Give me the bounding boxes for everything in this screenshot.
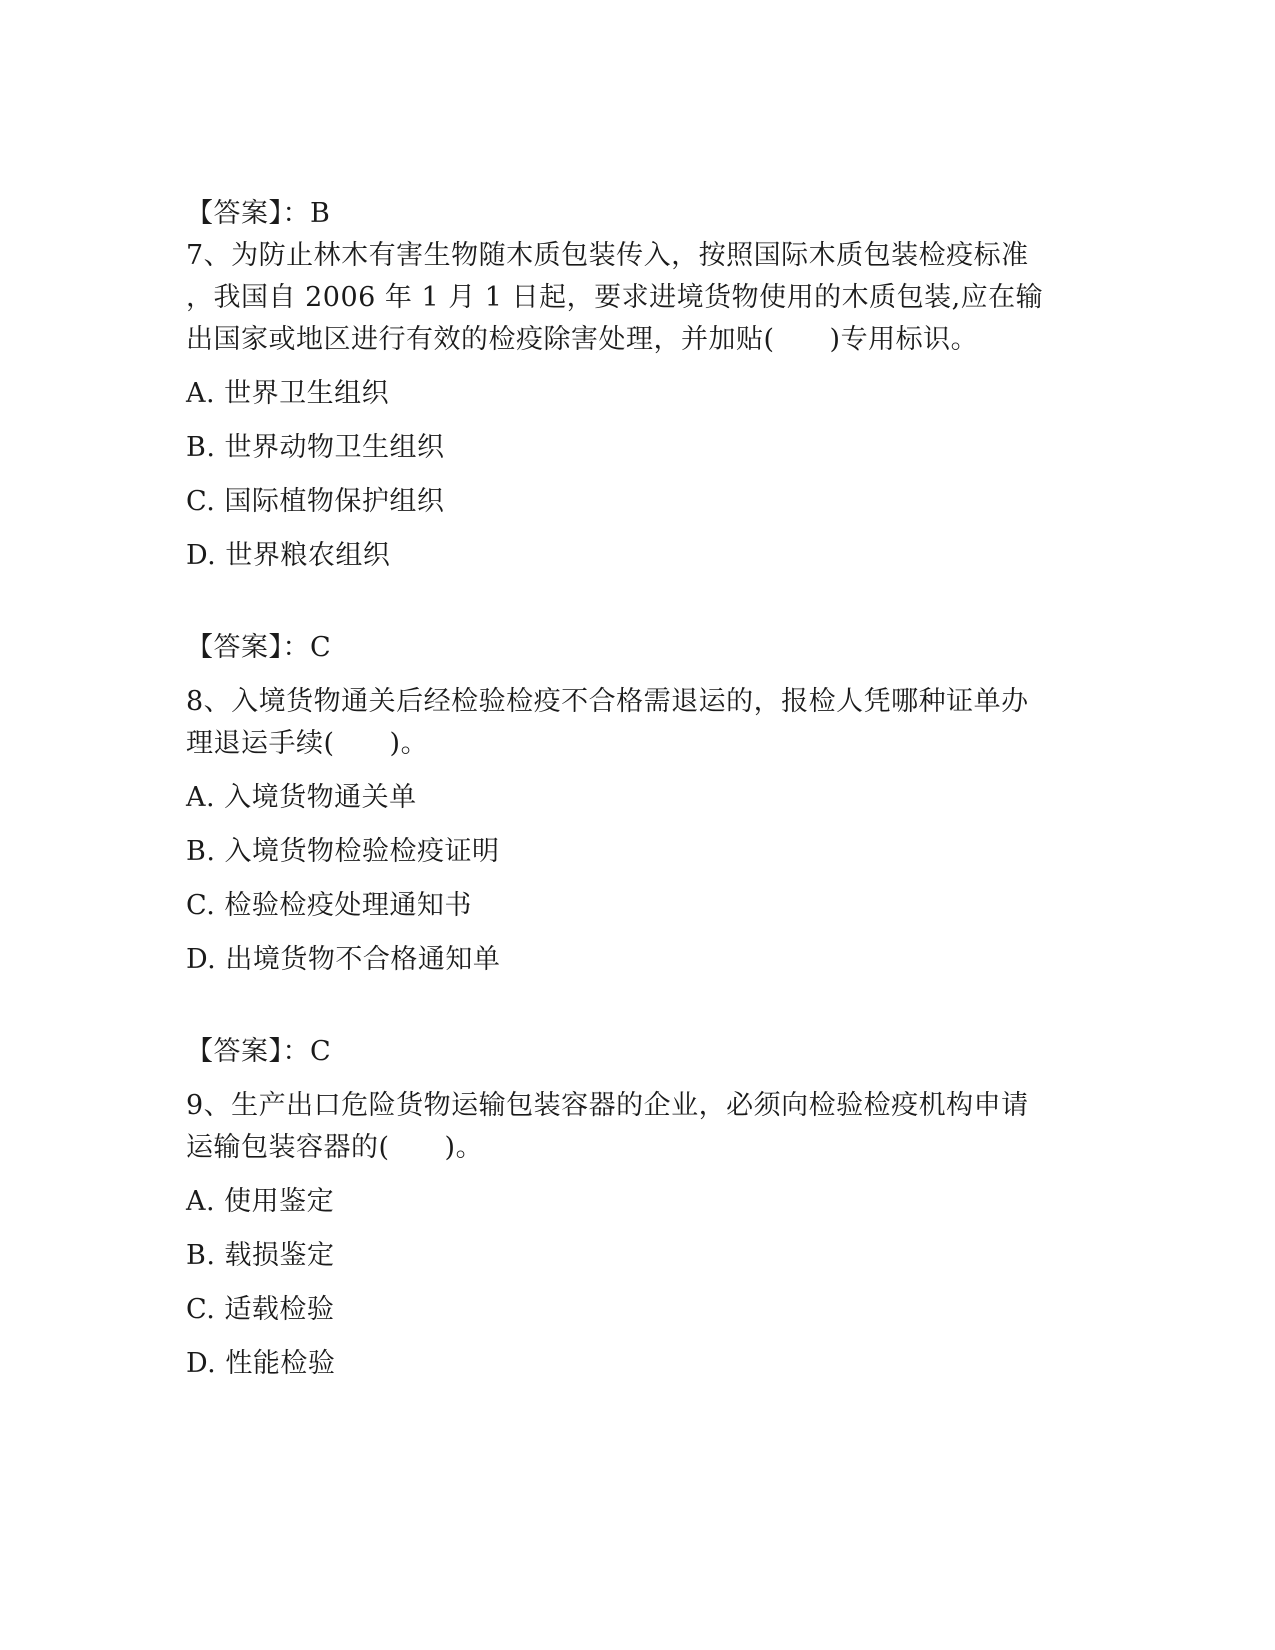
question-7-option-c: C. 国际植物保护组织 xyxy=(186,486,445,517)
question-8-line-1: 8、入境货物通关后经检验检疫不合格需退运的，报检人凭哪种证单办 xyxy=(186,686,1029,717)
question-8-option-c: C. 检验检疫处理通知书 xyxy=(186,890,472,921)
question-7-line-1: 7、为防止林木有害生物随木质包装传入，按照国际木质包装检疫标准 xyxy=(186,240,1029,271)
question-9-option-d: D. 性能检验 xyxy=(186,1348,336,1379)
question-8-line-2: 理退运手续( )。 xyxy=(186,728,429,759)
answer-label: 【答案】：C xyxy=(186,1036,332,1067)
question-8-option-d: D. 出境货物不合格通知单 xyxy=(186,944,501,975)
question-8-option-b: B. 入境货物检验检疫证明 xyxy=(186,836,500,867)
question-9-line-1: 9、生产出口危险货物运输包装容器的企业，必须向检验检疫机构申请 xyxy=(186,1090,1029,1121)
question-7-option-a: A. 世界卫生组织 xyxy=(186,378,390,409)
question-8-option-a: A. 入境货物通关单 xyxy=(186,782,417,813)
question-9-option-a: A. 使用鉴定 xyxy=(186,1186,335,1217)
question-7-line-3: 出国家或地区进行有效的检疫除害处理，并加贴( )专用标识。 xyxy=(186,324,979,355)
question-7-line-2: ，我国自 2006 年 1 月 1 日起，要求进境货物使用的木质包装,应在输 xyxy=(186,282,1044,313)
answer-label: 【答案】：B xyxy=(186,198,331,229)
question-9-option-b: B. 载损鉴定 xyxy=(186,1240,335,1271)
question-7-option-b: B. 世界动物卫生组织 xyxy=(186,432,445,463)
question-7-option-d: D. 世界粮农组织 xyxy=(186,540,391,571)
question-9-line-2: 运输包装容器的( )。 xyxy=(186,1132,484,1163)
answer-label: 【答案】：C xyxy=(186,632,332,663)
question-9-option-c: C. 适载检验 xyxy=(186,1294,335,1325)
